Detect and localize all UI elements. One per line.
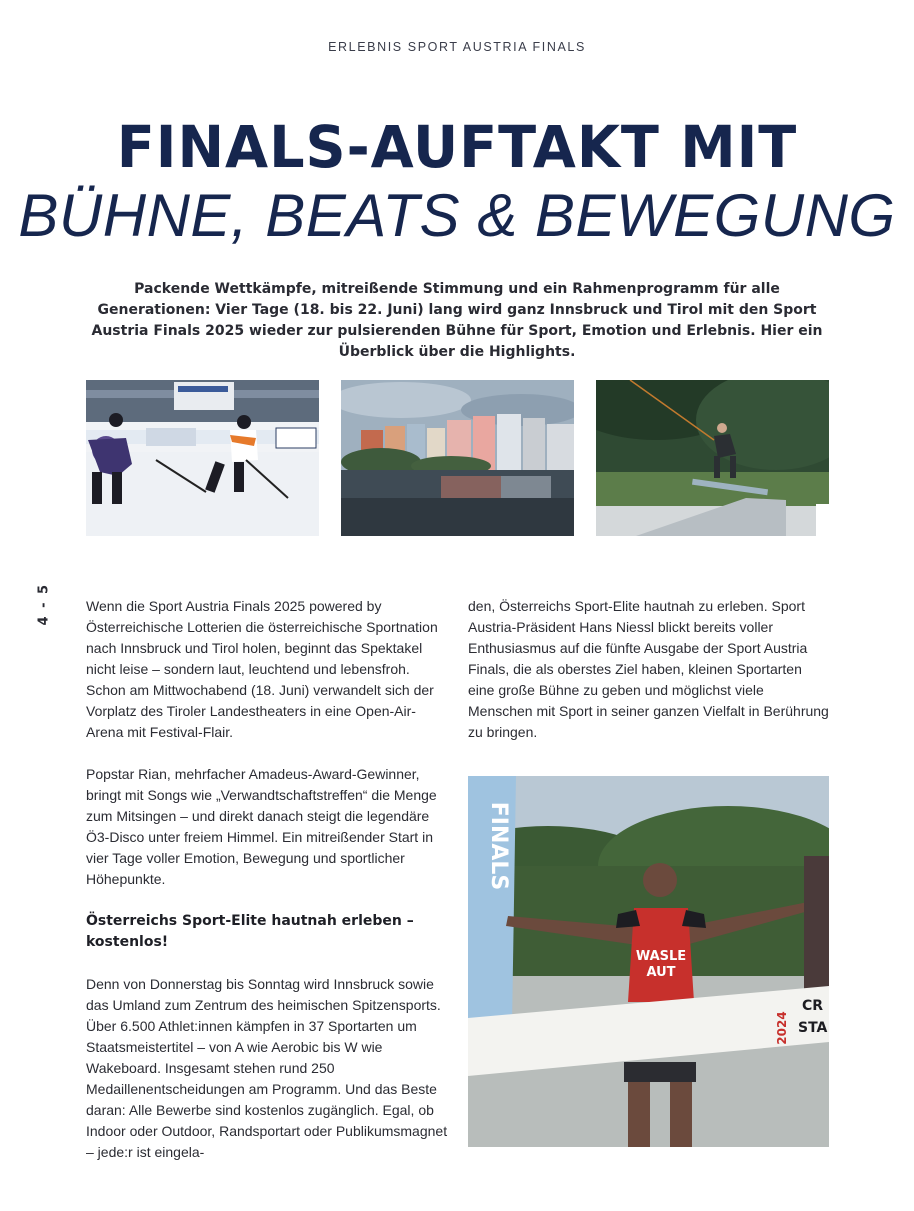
page-number-text: 4 - 5 <box>36 582 52 626</box>
intro-paragraph: Packende Wettkämpfe, mitreißende Stimmung und ein Rahmenprogramm für alle Generationen: Vier Tage (18. bis 22. Juni) lang wird ganz Innsbruck und Tirol mit den Sport Austria Finals 2025 wieder zur pulsierenden Bühne für Sport, Emotion und Erlebnis. Hier ein Überblick über die Highlights. <box>91 281 823 360</box>
subheading: Österreichs Sport-Elite hautnah erleben – kostenlos! <box>86 913 414 950</box>
section-kicker: ERLEBNIS SPORT AUSTRIA FINALS <box>328 40 586 54</box>
bib-name: WASLE <box>635 949 687 964</box>
right-paragraph-1: den, Österreichs Sport-Elite hautnah zu erleben. Sport Austria-Präsident Hans Niessl blickt bereits voller Enthusiasmus auf die fünfte Ausgabe der Sport Austria Finals, die als oberstes Ziel haben, kleinen Sportarten eine große Bühne zu geben und möglichst viele Menschen mit Sport in seiner ganzen Vielfalt in Berührung zu bringen. <box>468 598 829 740</box>
left-paragraph-3: Denn von Donnerstag bis Sonntag wird Innsbruck sowie das Umland zum Zentrum des heimischen Spitzensports. Über 6.500 Athlet:innen kämpfen in 37 Sportarten um Staatsmeistertitel – von A wie Aerobic bis W wie Wakeboard. Insgesamt stehen rund 250 Medaillenentscheidungen am Programm. Und das Beste daran: Alle Bewerbe sind kostenlos zugänglich. Egal, ob Indoor oder Outdoor, Randsportart oder Publikumsmagnet – jede:r ist eingela- <box>86 976 448 1160</box>
right-column <box>468 596 830 764</box>
headline-line-1: FINALS-AUFTAKT MIT <box>116 113 798 181</box>
left-column <box>86 596 451 1163</box>
headline-line-2: BÜHNE, BEATS & BEWEGUNG <box>18 182 896 249</box>
innsbruck-houses-photo <box>341 380 574 536</box>
left-paragraph-2: Popstar Rian, mehrfacher Amadeus-Award-Gewinner, bringt mit Songs wie „Verwandtschaftstreffen“ die Menge zum Mitsingen – und direkt danach steigt die legendäre Ö3-Disco unter freiem Himmel. Ein mitreißender Start in vier Tage voller Emotion, Bewegung und sportlicher Höhepunkte. <box>86 766 437 887</box>
page-number <box>34 582 54 628</box>
finish-line-photo <box>468 776 829 1147</box>
wakeboard-photo <box>596 380 829 536</box>
finals-banner-text: FINALS <box>486 801 511 891</box>
tape-cr-text: CR <box>802 998 824 1014</box>
tape-sta-text: STA <box>798 1020 828 1036</box>
tape-year: 2024 <box>775 1011 789 1045</box>
hockey-photo <box>86 380 319 536</box>
bib-country: AUT <box>646 965 676 980</box>
left-paragraph-1: Wenn die Sport Austria Finals 2025 powered by Österreichische Lotterien die österreichische Sportnation nach Innsbruck und Tirol holen, beginnt das Spektakel nicht leise – sondern laut, leuchtend und lebensfroh. Schon am Mittwochabend (18. Juni) verwandelt sich der Vorplatz des Tiroler Landestheaters in eine Open-Air-Arena mit Festival-Flair. <box>86 598 438 740</box>
